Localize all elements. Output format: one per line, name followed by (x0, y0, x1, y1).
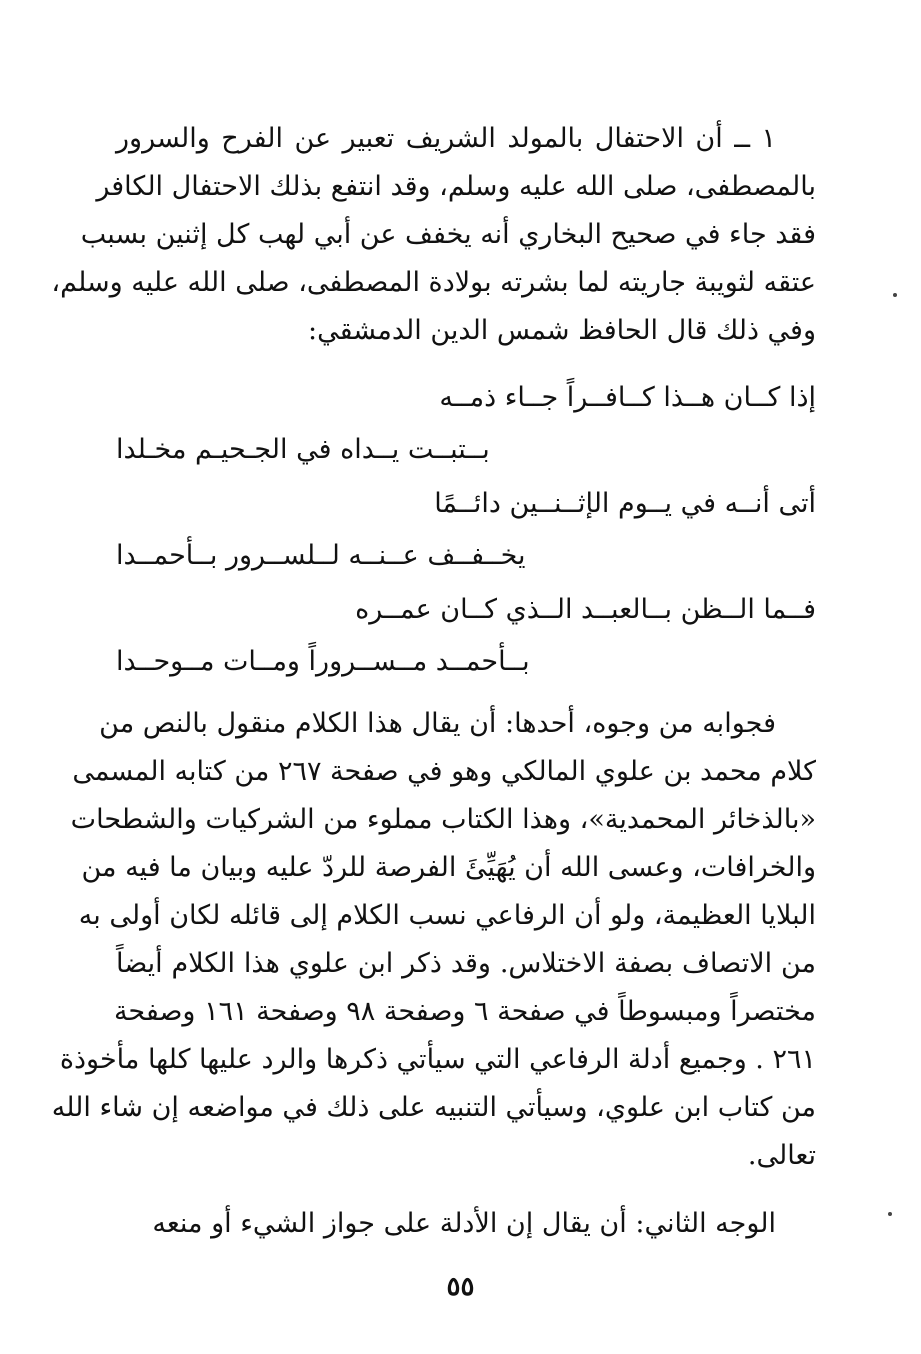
scan-speck (888, 1212, 892, 1216)
verse-first-hemistich: فــما الــظن بــالعبــد الــذي كــان عمــره (355, 594, 816, 625)
text-line: «بالذخائر المحمدية»، وهذا الكتاب مملوء من الشركيات والشطحات (70, 804, 816, 835)
text-line: ٢٦١ . وجميع أدلة الرفاعي التي سيأتي ذكرها والرد عليها كلها مأخوذة (59, 1044, 816, 1075)
text-line: الوجه الثاني: أن يقال إن الأدلة على جواز الشيء أو منعه (152, 1208, 776, 1239)
text-line: من كتاب ابن علوي، وسيأتي التنبيه على ذلك في مواضعه إن شاء الله (51, 1092, 816, 1123)
poem-verse-1 (116, 372, 816, 476)
text-line: وفي ذلك قال الحافظ شمس الدين الدمشقي: (308, 315, 816, 346)
text-line: كلام محمد بن علوي المالكي وهو في صفحة ٢٦٧ من كتابه المسمى (72, 756, 816, 787)
paragraph-1 (51, 115, 816, 355)
verse-second-hemistich: بــتبــت يــداه في الجـحيـم مخـلدا (116, 434, 490, 465)
poem-verse-2 (116, 478, 816, 582)
paragraph-3 (116, 1200, 816, 1248)
paragraph-2 (51, 700, 816, 1180)
text-line: عتقه لثويبة جاريته لما بشرته بولادة المصطفى، صلى الله عليه وسلم، (51, 267, 816, 298)
poem-verse-3 (116, 584, 816, 688)
scan-speck (893, 293, 897, 297)
verse-second-hemistich: بــأحمــد مــســروراً ومــات مــوحــدا (116, 646, 530, 677)
text-line: ١ ــ أن الاحتفال بالمولد الشريف تعبير عن الفرح والسرور (116, 123, 776, 154)
text-line: والخرافات، وعسى الله أن يُهَيِّئَ الفرصة للردّ عليه وبيان ما فيه من (81, 852, 816, 883)
text-line: من الاتصاف بصفة الاختلاس. وقد ذكر ابن علوي هذا الكلام أيضاً (116, 948, 816, 979)
verse-second-hemistich: يخــفــف عــنــه لــلســرور بــأحمــدا (116, 540, 526, 571)
text-line: مختصراً ومبسوطاً في صفحة ٦ وصفحة ٩٨ وصفحة ١٦١ وصفحة (113, 996, 816, 1027)
text-line: فقد جاء في صحيح البخاري أنه يخفف عن أبي لهب كل إثنين بسبب (80, 219, 816, 250)
page-number: ٥٥ (446, 1272, 475, 1302)
text-line: البلايا العظيمة، ولو أن الرفاعي نسب الكلام إلى قائله لكان أولى به (78, 900, 816, 931)
text-line: تعالى. (747, 1140, 816, 1171)
verse-first-hemistich: أتى أنــه في يــوم الإثــنــين دائــمًا (434, 488, 816, 519)
verse-first-hemistich: إذا كــان هــذا كــافــراً جــاء ذمــه (439, 382, 816, 413)
text-line: بالمصطفى، صلى الله عليه وسلم، وقد انتفع بذلك الاحتفال الكافر (96, 171, 816, 202)
text-line: فجوابه من وجوه، أحدها: أن يقال هذا الكلام منقول بالنص من (99, 708, 776, 739)
